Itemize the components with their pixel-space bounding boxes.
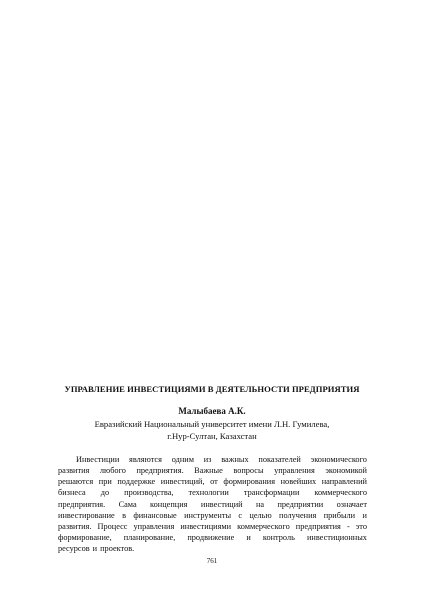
paragraph-line: Инвестиции являются одним из важных показателей экономического xyxy=(76,455,367,464)
abstract-paragraph xyxy=(58,454,367,554)
paragraph-line: развития любого предприятия. Важные вопросы управления экономикой xyxy=(58,466,367,476)
article-title: УПРАВЛЕНИЕ ИНВЕСТИЦИЯМИ В ДЕЯТЕЛЬНОСТИ ПРЕДПРИЯТИЯ xyxy=(64,384,360,394)
affiliation-line: г.Нур-Султан, Казахстан xyxy=(167,430,257,441)
paragraph-line: предприятия. Сама концепция инвестиций на предприятии означает xyxy=(58,499,367,509)
paragraph-line: бизнеса до производства, технологии трансформации коммерческого xyxy=(58,488,367,498)
paragraph-line: ресурсов и проектов. xyxy=(58,544,135,554)
affiliation-line: Евразийский Национальный университет имени Л.Н. Гумилева, xyxy=(94,419,330,429)
paragraph-line: формирование, планирование, продвижение и контроль инвестиционных xyxy=(58,532,367,542)
author-name: Малыбаева А.К. xyxy=(178,406,246,416)
paragraph-line: решаются при поддержке инвестиций, от формирования новейших направлений xyxy=(58,477,367,487)
paragraph-line: развития. Процесс управления инвестициями коммерческого предприятия - это xyxy=(58,521,367,531)
page-number: 761 xyxy=(206,557,218,565)
paragraph-line: инвестирование в финансовые инструменты с целью получения прибыли и xyxy=(58,510,367,520)
author-affiliation xyxy=(0,419,424,442)
